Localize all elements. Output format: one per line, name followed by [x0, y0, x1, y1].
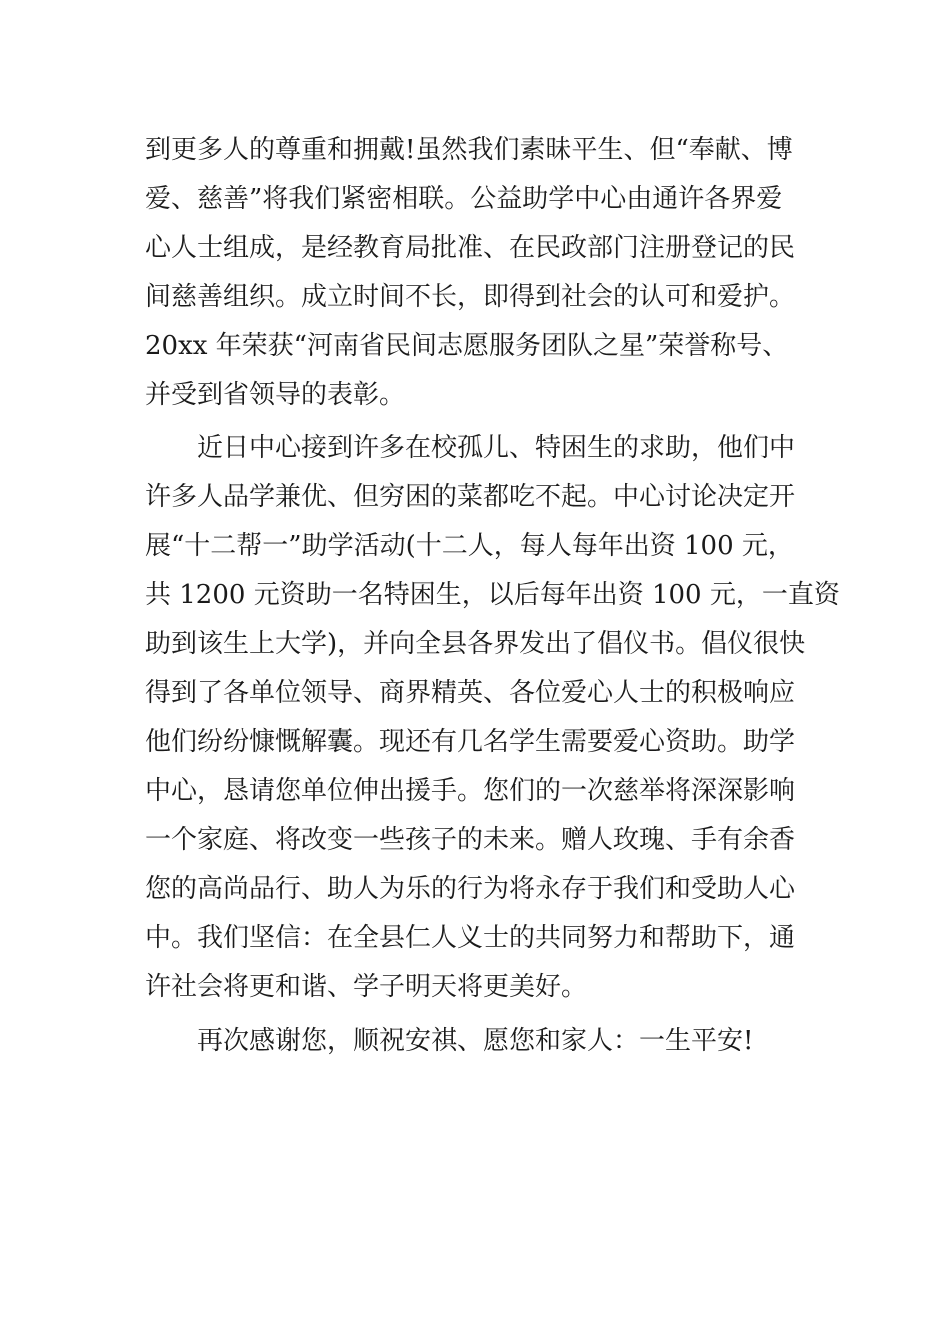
paragraph-3-line-1: 再次感谢您，顺祝安祺、愿您和家人：一生平安!	[197, 1026, 754, 1056]
paragraph-2-line-1: 近日中心接到许多在校孤儿、特困生的求助，他们中	[197, 433, 796, 463]
paragraph-2-line-2: 许多人品学兼优、但穷困的菜都吃不起。中心讨论决定开	[145, 482, 796, 512]
paragraph-1-line-1: 到更多人的尊重和拥戴!虽然我们素昧平生、但“奉献、博	[145, 135, 793, 165]
paragraph-2-line-4: 共 1200 元资助一名特困生，以后每年出资 100 元，一直资	[145, 580, 840, 610]
paragraph-1-line-5: 20xx 年荣获“河南省民间志愿服务团队之星”荣誉称号、	[145, 331, 789, 361]
paragraph-1-line-3: 心人士组成，是经教育局批准、在民政部门注册登记的民	[145, 233, 796, 263]
paragraph-2-line-6: 得到了各单位领导、商界精英、各位爱心人士的积极响应	[145, 678, 796, 708]
paragraph-2-line-5: 助到该生上大学)，并向全县各界发出了倡仪书。倡仪很快	[145, 629, 806, 659]
paragraph-2-line-3: 展“十二帮一”助学活动(十二人，每人每年出资 100 元，	[145, 531, 794, 561]
paragraph-2-line-10: 您的高尚品行、助人为乐的行为将永存于我们和受助人心	[145, 874, 796, 904]
paragraph-2-line-7: 他们纷纷慷慨解囊。现还有几名学生需要爱心资助。助学	[145, 727, 796, 757]
paragraph-2-line-9: 一个家庭、将改变一些孩子的未来。赠人玫瑰、手有余香	[145, 825, 796, 855]
paragraph-1-line-6: 并受到省领导的表彰。	[145, 380, 406, 410]
paragraph-2-line-12: 许社会将更和谐、学子明天将更美好。	[145, 972, 588, 1002]
paragraph-1-line-4: 间慈善组织。成立时间不长，即得到社会的认可和爱护。	[145, 282, 796, 312]
paragraph-1-line-2: 爱、慈善”将我们紧密相联。公益助学中心由通许各界爱	[145, 184, 783, 214]
paragraph-2-line-11: 中。我们坚信：在全县仁人义士的共同努力和帮助下，通	[145, 923, 796, 953]
paragraph-2-line-8: 中心，恳请您单位伸出援手。您们的一次慈举将深深影响	[145, 776, 796, 806]
